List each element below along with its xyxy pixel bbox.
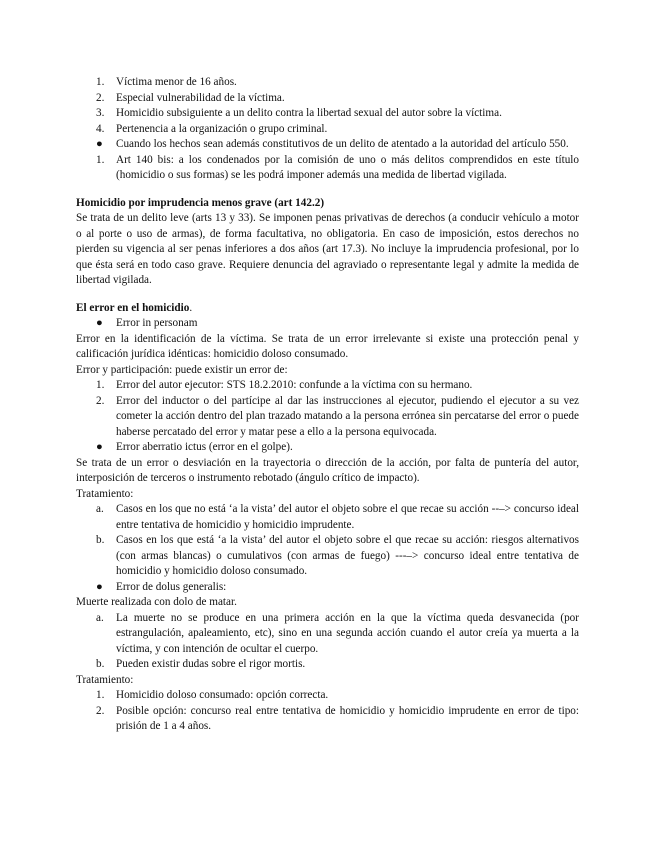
list-marker: 4.	[96, 122, 105, 135]
document-page	[76, 75, 579, 735]
list-item	[76, 75, 579, 91]
list-item-text: Casos en los que está ‘a la vista’ del autor el objeto sobre el que recae su acción: riesgos alternativos (con armas blancas) o cumulativos (con armas de fuego) ---–> concurso ideal entre tentativa de homicidio y homicidio doloso consumado.	[116, 534, 579, 577]
list-item	[76, 688, 579, 704]
list-item	[76, 657, 579, 673]
list-marker: a.	[96, 611, 104, 624]
list-item-text: Especial vulnerabilidad de la víctima.	[116, 91, 285, 104]
list-item-text: Error del autor ejecutor: STS 18.2.2010: confunde a la víctima con su hermano.	[116, 379, 473, 391]
paragraph: Error y participación: puede existir un error de:	[76, 363, 288, 376]
list-item-text: Víctima menor de 16 años.	[116, 76, 237, 88]
list-marker: 1.	[96, 379, 105, 391]
list-marker: a.	[96, 503, 104, 515]
list-item	[76, 502, 579, 533]
list-item	[76, 394, 579, 441]
list-item	[76, 533, 579, 580]
list-item-text: Casos en los que no está ‘a la vista’ del autor el objeto sobre el que recae su acción --–> concurso ideal entre tentativa de homicidio y homicidio imprudente.	[116, 503, 579, 531]
list-marker: b.	[96, 534, 105, 546]
bullet-marker: ●	[96, 138, 103, 150]
list-item-text: Homicidio subsiguiente a un delito contra la libertad sexual del autor sobre la víctima.	[116, 107, 502, 119]
list-marker: 2.	[96, 91, 105, 104]
list-item-text: Error aberratio ictus (error en el golpe).	[116, 441, 293, 453]
list-item	[76, 378, 579, 394]
paragraph: Se trata de un delito leve (arts 13 y 33). Se imponen penas privativas de derechos (a conducir vehículo a motor o al porte o uso de armas), de forma facultativa, no obligatoria. En caso de imposición, estos derechos no pierden su vigencia al ser penas inferiores a dos años (art 17.3). No incluye la imprudencia profesional, por lo que ésta será en todo caso grave. Requiere denuncia del agraviado o representante legal y admite la medida de libertad vigilada.	[76, 212, 579, 286]
heading-suffix: .	[189, 301, 193, 314]
list-marker: 1.	[96, 689, 105, 701]
list-item	[76, 122, 579, 138]
paragraph: Tratamiento:	[76, 487, 134, 500]
bullet-marker: ●	[96, 580, 103, 593]
list-item-text: Posible opción: concurso real entre tentativa de homicidio y homicidio imprudente en error de tipo: prisión de 1 a 4 años.	[116, 704, 579, 732]
list-marker: b.	[96, 658, 105, 670]
bullet-item	[76, 440, 579, 456]
paragraph: Muerte realizada con dolo de matar.	[76, 596, 237, 608]
paragraph: Error en la identificación de la víctima. Se trata de un error irrelevante si existe una protección penal y calificación jurídica idénticas: homicidio doloso consumado.	[76, 332, 579, 360]
list-item-text: Homicidio doloso consumado: opción correcta.	[116, 689, 329, 701]
list-item-text: Pueden existir dudas sobre el rigor mortis.	[116, 658, 306, 670]
paragraph: Tratamiento:	[76, 673, 134, 686]
list-1	[76, 75, 579, 184]
bullet-item	[76, 137, 579, 153]
bullet-item	[76, 316, 579, 332]
section-heading-line	[76, 301, 579, 317]
list-marker: 3.	[96, 107, 105, 119]
list-item-text: Cuando los hechos sean además constitutivos de un delito de atentado a la autoridad del artículo 550.	[116, 138, 569, 150]
bullet-item	[76, 580, 579, 596]
bullet-marker: ●	[96, 441, 103, 453]
list-item	[76, 106, 579, 122]
list-item	[76, 611, 579, 658]
list-item-text: Error de dolus generalis:	[116, 580, 227, 593]
section-heading: El error en el homicidio	[76, 301, 190, 314]
list-item-text: Error in personam	[116, 317, 198, 329]
list-item-text: Error del inductor o del partícipe al dar las instrucciones al ejecutor, pudiendo el ejecutor a su vez cometer la acción dentro del plan trazado matando a la persona errónea sin percatarse del error o puede haberse percatado del error y matar pese a ello a la persona equivocada.	[116, 394, 579, 438]
list-item	[76, 153, 579, 184]
list-marker: 1.	[96, 153, 105, 166]
list-item	[76, 91, 579, 107]
list-item-text: La muerte no se produce en una primera acción en la que la víctima queda desvanecida (por estrangulación, apaleamiento, etc), sino en una segunda acción cuando el autor creía ya muerta a la víctima, y con intención de ocultar el cuerpo.	[116, 611, 579, 655]
section-heading: Homicidio por imprudencia menos grave (art 142.2)	[76, 196, 325, 209]
list-item-text: Art 140 bis: a los condenados por la comisión de uno o más delitos comprendidos en este título (homicidio o sus formas) se les podrá imponer además una medida de libertad vigilada.	[116, 153, 579, 181]
list-marker: 2.	[96, 704, 105, 717]
list-marker: 2.	[96, 394, 105, 407]
list-item	[76, 704, 579, 735]
list-marker: 1.	[96, 76, 105, 88]
list-item-text: Pertenencia a la organización o grupo criminal.	[116, 122, 328, 135]
bullet-marker: ●	[96, 317, 103, 329]
paragraph: Se trata de un error o desviación en la trayectoria o dirección de la acción, por falta de puntería del autor, interposición de terceros o instrumento rebotado (ángulo crítico de impacto).	[76, 456, 579, 484]
